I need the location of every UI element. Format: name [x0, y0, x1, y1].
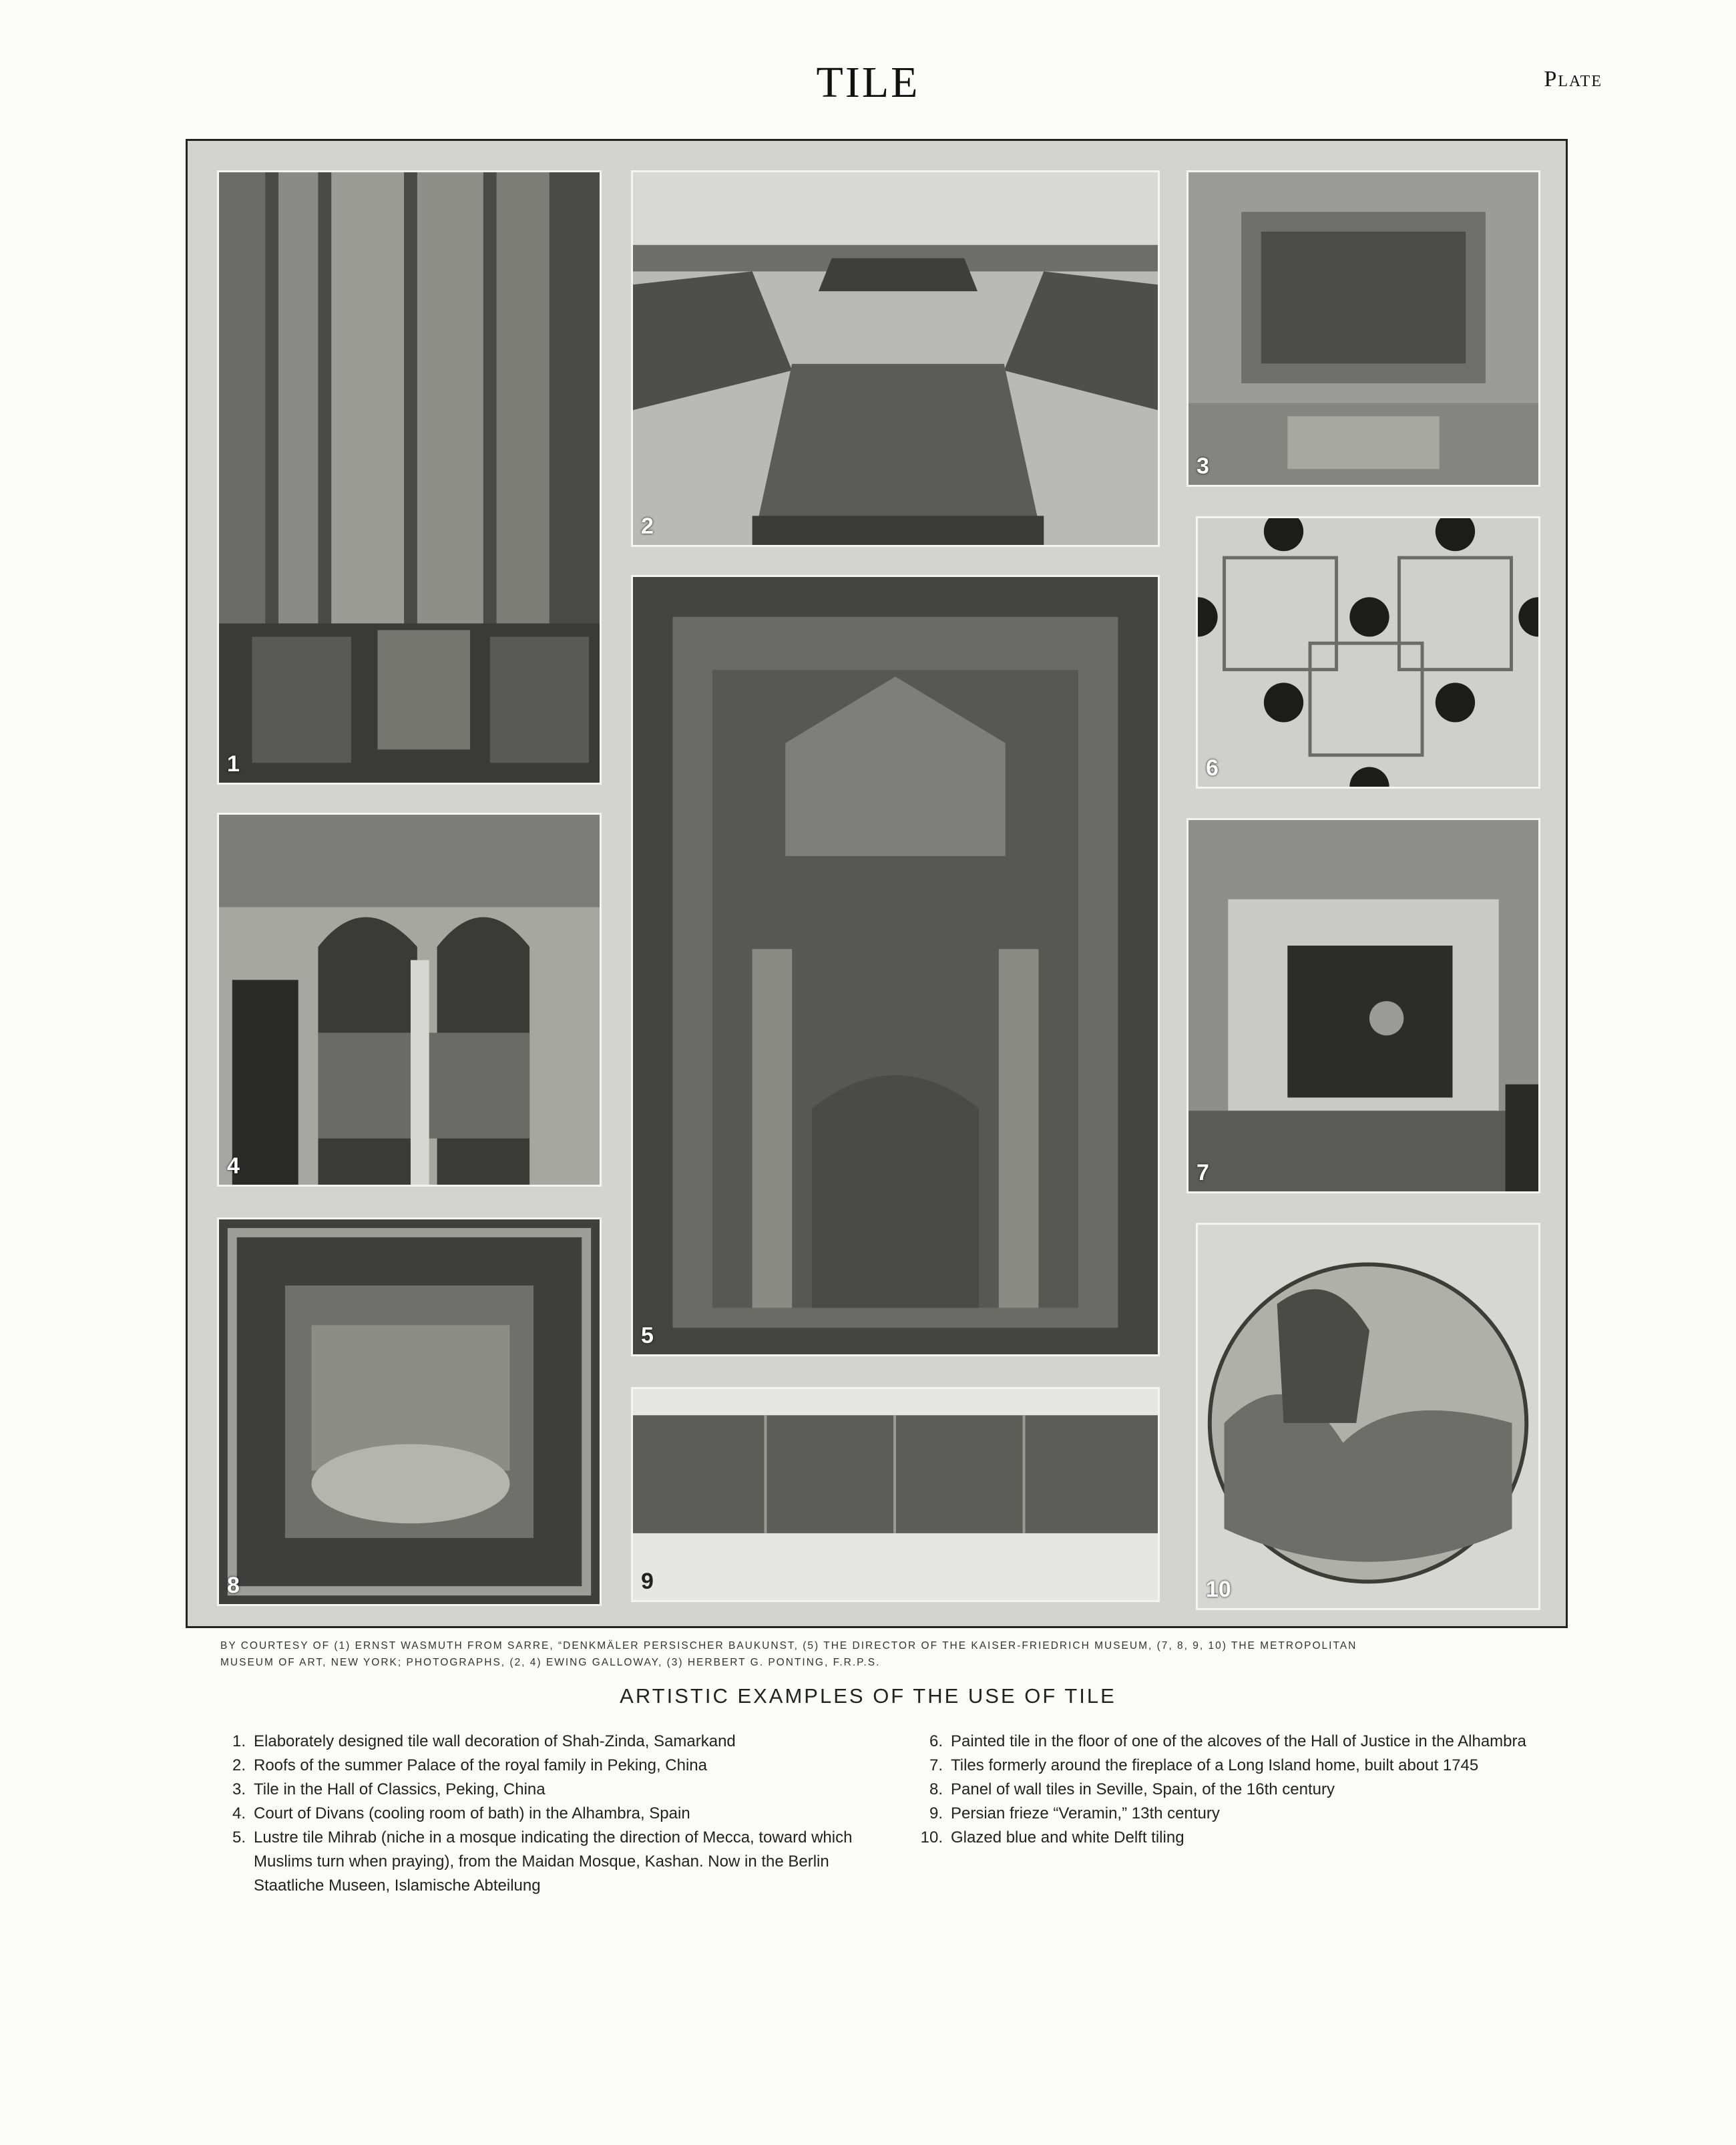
- photo-number: 3: [1197, 453, 1209, 479]
- floor-tile-image: [1198, 518, 1538, 787]
- photo-3: [1186, 170, 1540, 487]
- seville-tiles-image: [219, 1219, 600, 1604]
- tile-wall-image: [219, 172, 600, 783]
- caption-number: 10.: [920, 1828, 943, 1846]
- photo-number: 6: [1206, 755, 1219, 781]
- credit-line-1: BY COURTESY OF (1) ERNST WASMUTH FROM SARRE, “DENKMÄLER PERSISCHER BAUKUNST, (5) THE DIRECTOR OF THE KAISER-FRIEDRICH MUSEUM, (7, 8, 9, 10) THE METROPOLITAN: [220, 1640, 1357, 1651]
- photo-number: 8: [227, 1573, 240, 1598]
- persian-frieze-image: [633, 1389, 1158, 1600]
- caption-item: [218, 1730, 885, 1754]
- credit-line-2: MUSEUM OF ART, NEW YORK; PHOTOGRAPHS, (2, 4) EWING GALLOWAY, (3) HERBERT G. PONTING, F.R.P.S.: [220, 1657, 881, 1668]
- caption-number: 1.: [232, 1732, 246, 1750]
- alhambra-court-image: [219, 815, 600, 1185]
- caption-item: [915, 1778, 1582, 1802]
- photo-number: 4: [227, 1153, 240, 1179]
- caption-item: [915, 1826, 1582, 1850]
- photo-9: [631, 1387, 1160, 1602]
- caption-number: 9.: [929, 1804, 943, 1822]
- caption-item: [218, 1826, 885, 1898]
- captions-right: [915, 1730, 1582, 1850]
- caption-text: Court of Divans (cooling room of bath) in the Alhambra, Spain: [254, 1804, 690, 1822]
- caption-number: 2.: [232, 1756, 246, 1774]
- photo-8: [217, 1217, 602, 1606]
- caption-number: 8.: [929, 1780, 943, 1798]
- caption-number: 3.: [232, 1780, 246, 1798]
- photo-credit: [220, 1637, 1582, 1671]
- caption-text: Painted tile in the floor of one of the alcoves of the Hall of Justice in the Alhambra: [951, 1732, 1526, 1750]
- caption-number: 4.: [232, 1804, 246, 1822]
- caption-text: Panel of wall tiles in Seville, Spain, of the 16th century: [951, 1780, 1335, 1798]
- fireplace-image: [1188, 820, 1538, 1191]
- caption-item: [915, 1754, 1582, 1778]
- caption-item: [218, 1778, 885, 1802]
- plate-label: Plate: [1544, 67, 1602, 91]
- captions-left: [218, 1730, 885, 1898]
- caption-text: Tiles formerly around the fireplace of a Long Island home, built about 1745: [951, 1756, 1479, 1774]
- page-title: TILE: [816, 58, 920, 107]
- caption-text: Glazed blue and white Delft tiling: [951, 1828, 1184, 1846]
- photo-1: [217, 170, 602, 785]
- caption-number: 6.: [929, 1732, 943, 1750]
- photo-number: 7: [1197, 1160, 1209, 1185]
- photo-10: [1196, 1223, 1540, 1610]
- section-heading: ARTISTIC EXAMPLES OF THE USE OF TILE: [620, 1684, 1116, 1708]
- caption-item: [218, 1802, 885, 1826]
- delft-tile-image: [1198, 1225, 1538, 1608]
- caption-text: Roofs of the summer Palace of the royal family in Peking, China: [254, 1756, 707, 1774]
- photo-number: 10: [1206, 1577, 1231, 1602]
- caption-number: 7.: [929, 1756, 943, 1774]
- palace-roofs-image: [633, 172, 1158, 545]
- caption-text: Lustre tile Mihrab (niche in a mosque indicating the direction of Mecca, toward which Muslims turn when praying), from the Maidan Mosque, Kashan. Now in the Berlin Staatliche Museen, Islamische Abteilung: [254, 1828, 853, 1895]
- photo-7: [1186, 818, 1540, 1193]
- photo-2: [631, 170, 1160, 547]
- caption-number: 5.: [232, 1828, 246, 1846]
- dragon-tile-image: [1188, 172, 1538, 485]
- caption-item: [915, 1730, 1582, 1754]
- photo-6: [1196, 516, 1540, 789]
- photo-plate-frame: [186, 139, 1568, 1628]
- photo-number: 1: [227, 751, 240, 777]
- mihrab-image: [633, 577, 1158, 1354]
- caption-text: Elaborately designed tile wall decoration of Shah-Zinda, Samarkand: [254, 1732, 736, 1750]
- photo-number: 5: [641, 1323, 654, 1348]
- caption-item: [915, 1802, 1582, 1826]
- caption-item: [218, 1754, 885, 1778]
- photo-number: 2: [641, 514, 654, 539]
- photo-4: [217, 813, 602, 1187]
- caption-text: Persian frieze “Veramin,” 13th century: [951, 1804, 1220, 1822]
- photo-5: [631, 575, 1160, 1356]
- caption-text: Tile in the Hall of Classics, Peking, China: [254, 1780, 546, 1798]
- photo-number: 9: [641, 1569, 654, 1594]
